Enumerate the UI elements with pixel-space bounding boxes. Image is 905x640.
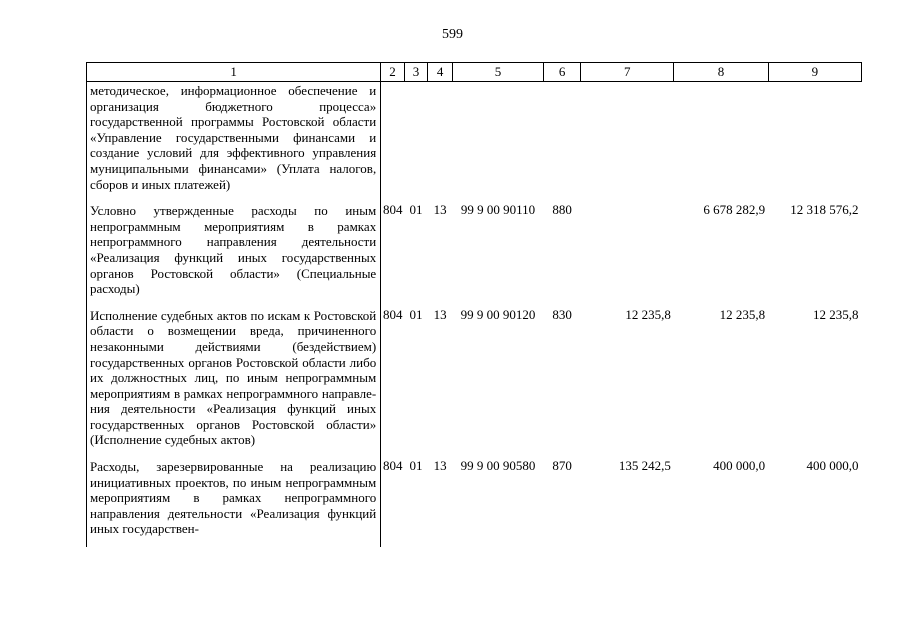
row-sum-1 <box>581 202 674 307</box>
table-row <box>87 202 862 307</box>
row-sum-1: 12 235,8 <box>625 306 671 322</box>
row-csr: 99 9 00 90580 <box>460 458 536 474</box>
header-col-3: 3 <box>404 63 428 82</box>
header-col-1: 1 <box>87 63 381 82</box>
header-col-9: 9 <box>768 63 861 82</box>
row-pr: 13 <box>433 202 447 218</box>
header-col-7: 7 <box>581 63 674 82</box>
header-col-5: 5 <box>452 63 543 82</box>
row-csr: 99 9 00 90120 <box>460 306 536 322</box>
row-description: Условно утвержденные расходы по иным непрограммным мероприятиям в рамках непрограммного направления деятельности «Реализация функций иных государственных органов Ростовской области» (Специальные расходы) <box>87 202 381 307</box>
row-vr: 870 <box>552 458 572 474</box>
row-csr <box>452 82 543 203</box>
budget-table <box>86 62 862 547</box>
row-vr: 830 <box>552 306 572 322</box>
row-sum-3 <box>768 82 861 203</box>
table-header <box>87 63 862 82</box>
header-col-4: 4 <box>428 63 453 82</box>
row-sum-2 <box>674 82 768 203</box>
row-sum-3: 400 000,0 <box>806 458 859 474</box>
table-body <box>87 82 862 548</box>
row-sum-3: 12 235,8 <box>813 306 859 322</box>
row-ved: 804 <box>381 307 405 458</box>
row-sum-2: 400 000,0 <box>713 458 766 474</box>
row-rz: 01 <box>409 458 423 474</box>
row-sum-1 <box>581 82 674 203</box>
row-rz <box>404 82 428 203</box>
row-pr: 13 <box>433 458 447 474</box>
row-sum-3: 12 318 576,2 <box>790 202 859 218</box>
header-col-6: 6 <box>544 63 581 82</box>
row-ved: 804 <box>381 202 405 307</box>
row-sum-1: 135 242,5 <box>618 458 671 474</box>
row-sum-2: 6 678 282,9 <box>703 202 766 218</box>
row-description: методическое, информационное обеспечение и организация бюджетного процесса» государственной программы Ростовской области «Управление государственными финансами и создание условий для эффективного управления муниципальными финансами» (Уплата налогов, сборов и иных платежей) <box>87 82 381 203</box>
row-rz: 01 <box>409 202 423 218</box>
row-description: Исполнение судебных актов по искам к Ростовской области о возмещении вреда, причиненного незаконными действиями (бездействием) государственных органов Ростовской области либо их должностных лиц, по иным непрограммным мероприятиям в рамках непрограммного направления деятельности «Реализация функций иных государственных органов Ростовской области» (Исполнение судебных актов) <box>87 307 381 458</box>
header-col-2: 2 <box>381 63 405 82</box>
header-col-8: 8 <box>674 63 768 82</box>
row-ved: 804 <box>381 458 405 547</box>
row-description: Расходы, зарезервированные на реализацию инициативных проектов, по иным непрограммным мероприятиям в рамках непрограммного направления деятельности «Реализация функций иных государствен- <box>87 458 381 547</box>
row-pr: 13 <box>433 306 447 322</box>
row-sum-2: 12 235,8 <box>719 306 766 322</box>
row-vr: 880 <box>552 202 572 218</box>
page-number: 599 <box>442 27 463 42</box>
row-pr <box>428 82 453 203</box>
header-row <box>87 63 862 82</box>
table-row <box>87 82 862 203</box>
row-rz: 01 <box>409 306 423 322</box>
table-row <box>87 307 862 458</box>
row-csr: 99 9 00 90110 <box>460 202 536 218</box>
table-row <box>87 458 862 547</box>
row-ved <box>381 82 405 203</box>
row-vr <box>544 82 581 203</box>
